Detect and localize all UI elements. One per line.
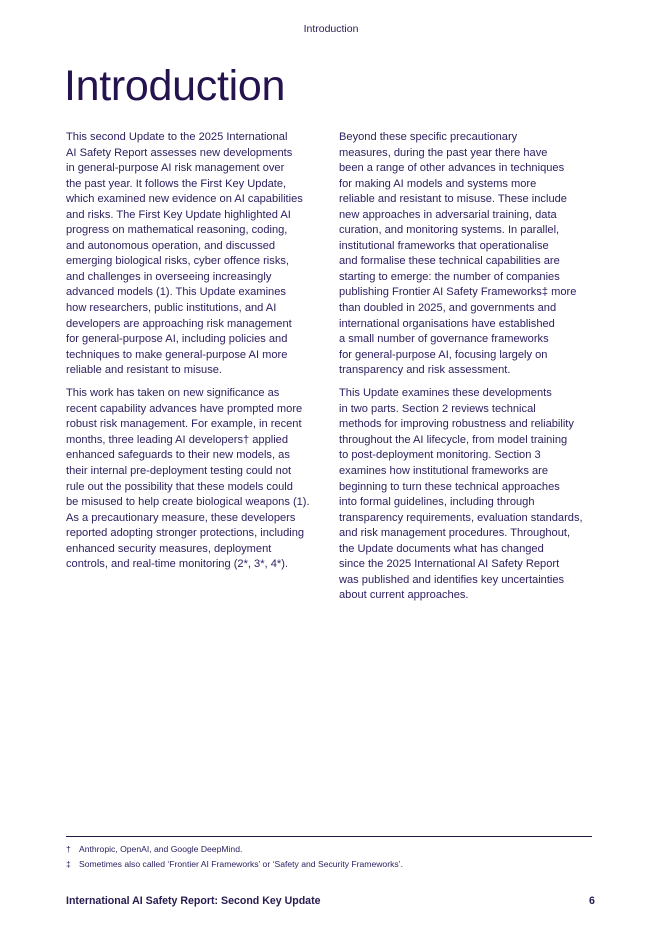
text-line: throughout the AI lifecycle, from model training: [339, 433, 568, 446]
text-line: and autonomous operation, and discussed: [66, 239, 276, 252]
text-line: developers are approaching risk management: [66, 317, 292, 330]
paragraph: [66, 130, 328, 379]
text-line: reliable and resistant to misuse. These include: [339, 193, 567, 206]
text-line: advanced models (1). This Update examines: [66, 286, 286, 299]
text-line: a small number of governance frameworks: [339, 333, 549, 346]
text-line: than doubled in 2025, and governments and: [339, 302, 557, 315]
running-header: Introduction: [303, 23, 359, 35]
text-line: This Update examines these developments: [339, 387, 552, 400]
text-line: Beyond these specific precautionary: [339, 131, 518, 143]
text-line: emerging biological risks, cyber offence risks,: [66, 255, 289, 268]
text-line: enhanced safeguards to their new models, as: [66, 449, 290, 462]
text-line: the past year. It follows the First Key Update,: [66, 177, 287, 190]
text-line: since the 2025 International AI Safety Report: [339, 558, 560, 571]
text-line: methods for improving robustness and reliability: [339, 418, 574, 431]
text-line: new approaches in adversarial training, data: [339, 208, 557, 221]
text-line: and challenges in overseeing increasingly: [66, 270, 272, 283]
text-line: transparency and risk assessment.: [339, 364, 511, 377]
footer-report-title: International AI Safety Report: Second Key Update: [66, 895, 321, 907]
text-line: rule out the possibility that these models could: [66, 480, 293, 493]
text-line: techniques to make general-purpose AI more: [66, 348, 288, 361]
text-line: their internal pre-deployment testing could not: [66, 464, 292, 477]
text-line: in two parts. Section 2 reviews technical: [339, 402, 536, 415]
footnote-text: Anthropic, OpenAI, and Google DeepMind.: [79, 844, 243, 854]
text-line: examines how institutional frameworks are: [339, 464, 549, 477]
text-line: and risks. The First Key Update highlighted AI: [66, 208, 291, 221]
text-line: been a range of other advances in techniques: [339, 162, 565, 175]
footnote-mark: †: [66, 844, 71, 854]
text-line: reported adopting stronger protections, including: [66, 527, 305, 540]
text-line: for general-purpose AI, including policies and: [66, 333, 288, 346]
text-line: As a precautionary measure, these developers: [66, 511, 296, 524]
text-line: in general-purpose AI risk management over: [66, 162, 285, 175]
text-line: enhanced security measures, deployment: [66, 542, 272, 555]
text-line: be misused to help create biological weapons (1).: [66, 496, 310, 509]
text-line: robust risk management. For example, in recent: [66, 418, 302, 431]
text-line: measures, during the past year there have: [339, 146, 548, 159]
text-line: institutional frameworks that operationalise: [339, 239, 549, 252]
paragraph: [339, 130, 601, 379]
text-line: for general-purpose AI, focusing largely on: [339, 348, 548, 361]
text-line: and formalise these technical capabilities are: [339, 255, 560, 268]
text-line: recent capability advances have prompted more: [66, 402, 303, 415]
footnotes: [66, 842, 403, 872]
text-line: the Update documents what has changed: [339, 542, 544, 555]
page-title: Introduction: [64, 62, 286, 110]
footnote-divider: [66, 836, 592, 837]
text-line: progress on mathematical reasoning, coding,: [66, 224, 288, 237]
text-line: about current approaches.: [339, 589, 469, 602]
footnote-mark: ‡: [66, 859, 71, 869]
page-number: 6: [589, 895, 595, 907]
text-line: starting to emerge: the number of companies: [339, 270, 560, 283]
text-line: months, three leading AI developers† applied: [66, 433, 289, 446]
paragraph: [66, 386, 328, 573]
footnote-double-dagger: [66, 857, 403, 872]
text-line: which examined new evidence on AI capabilities: [66, 193, 303, 206]
footnote-text: Sometimes also called ‘Frontier AI Frameworks’ or ‘Safety and Security Frameworks’.: [79, 859, 403, 869]
text-line: into formal guidelines, including through: [339, 496, 535, 509]
text-line: to post-deployment monitoring. Section 3: [339, 449, 541, 462]
text-line: for making AI models and systems more: [339, 177, 537, 190]
text-line: transparency requirements, evaluation standards,: [339, 511, 583, 524]
text-line: beginning to turn these technical approaches: [339, 480, 560, 493]
text-line: This second Update to the 2025 International: [66, 131, 288, 143]
text-line: how researchers, public institutions, and AI: [66, 302, 277, 315]
text-line: AI Safety Report assesses new developments: [66, 146, 293, 159]
text-line: This work has taken on new significance as: [66, 387, 280, 400]
text-line: reliable and resistant to misuse.: [66, 364, 223, 377]
paragraph: [339, 386, 601, 604]
text-line: and risk management procedures. Throughout,: [339, 527, 571, 540]
text-line: controls, and real-time monitoring (2*, 3*, 4*).: [66, 558, 288, 571]
text-line: curation, and monitoring systems. In parallel,: [339, 224, 560, 237]
footnote-dagger: [66, 842, 403, 857]
text-line: was published and identifies key uncertainties: [339, 573, 565, 586]
text-line: publishing Frontier AI Safety Frameworks‡ more: [339, 286, 577, 299]
left-column: [66, 130, 328, 580]
text-line: international organisations have established: [339, 317, 555, 330]
right-column: [339, 130, 601, 611]
